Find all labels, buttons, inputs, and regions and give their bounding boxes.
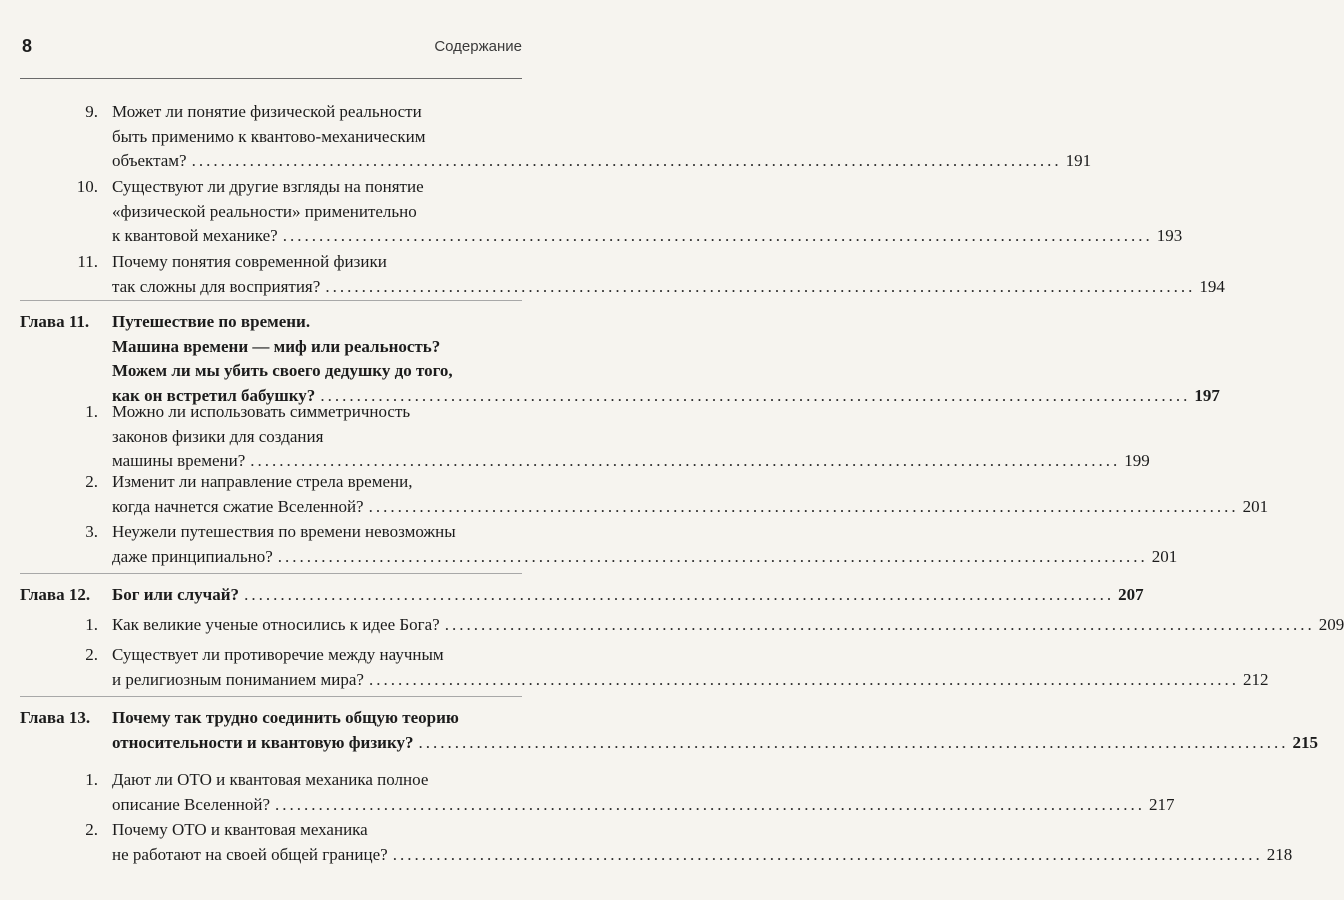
page-ref: 218 <box>1266 844 1293 864</box>
title-line: Неужели путешествия по времени невозможны <box>112 522 456 541</box>
page-ref: 207 <box>1118 585 1144 604</box>
section-number: 1. <box>85 770 98 789</box>
title-last-line <box>112 731 1319 756</box>
title-last-line <box>112 668 1269 693</box>
title-last-line <box>112 793 1175 818</box>
title-line: как он встретил бабушку? <box>112 385 316 405</box>
title-last-line <box>112 843 1293 868</box>
title-line: машины времени? <box>112 451 246 470</box>
page-ref: 201 <box>1242 496 1269 516</box>
dot-leader: ........................................................................................................................ <box>325 276 1196 296</box>
dot-leader: ........................................................................................................................ <box>368 669 1239 689</box>
running-head: Содержание <box>434 38 522 55</box>
title-line: Как великие ученые относились к идее Бога? <box>112 615 440 634</box>
section-number: 10. <box>76 177 98 196</box>
title-last-line <box>112 495 1269 520</box>
header-rule <box>20 78 522 79</box>
title-line: Изменит ли направление стрела времени, <box>112 472 413 491</box>
title-line: быть применимо к квантово-механическим <box>112 126 426 146</box>
title-line: Почему так трудно соединить общую теорию <box>112 708 459 727</box>
entry-title <box>112 613 1344 638</box>
page-ref: 199 <box>1124 451 1150 470</box>
title-line: описание Вселенной? <box>112 794 270 814</box>
entry-title <box>112 643 1269 692</box>
page-ref: 193 <box>1156 226 1183 245</box>
entry-title <box>112 250 1225 299</box>
entry-title <box>112 818 1293 867</box>
title-line: так сложны для восприятия? <box>112 276 321 296</box>
page-ref: 194 <box>1199 276 1225 296</box>
title-line: Существуют ли другие взгляды на понятие <box>112 177 424 196</box>
page-ref: 217 <box>1149 794 1175 814</box>
title-line: Дают ли ОТО и квантовая механика полное <box>112 770 429 789</box>
title-line: Может ли понятие физической реальности <box>112 102 422 121</box>
section-number: 1. <box>85 402 98 421</box>
title-line: законов физики для создания <box>112 426 324 446</box>
title-line: относительности и квантовую физику? <box>112 732 414 752</box>
title-last-line <box>112 583 1144 608</box>
dot-leader: ........................................................................................................................ <box>250 451 1121 470</box>
page-ref: 209 <box>1318 615 1344 634</box>
page-ref: 191 <box>1065 151 1092 170</box>
dot-leader: ........................................................................................................................ <box>275 794 1145 814</box>
chapter-divider <box>20 300 522 301</box>
page-ref: 215 <box>1292 732 1319 752</box>
title-line: «физической реальности» применительно <box>112 201 417 221</box>
section-number: 1. <box>85 615 98 634</box>
entry-title <box>112 706 1319 755</box>
dot-leader: ........................................................................................................................ <box>444 615 1315 634</box>
title-line: Путешествие по времени. <box>112 312 311 331</box>
title-last-line <box>112 224 1183 249</box>
entry-title <box>112 520 1178 569</box>
entry-title <box>112 400 1150 474</box>
title-last-line <box>112 275 1225 300</box>
title-line: объектам? <box>112 151 187 170</box>
section-number: 3. <box>85 522 98 541</box>
dot-leader: ........................................................................................................................ <box>244 585 1115 604</box>
title-last-line <box>112 149 1092 174</box>
section-number: 2. <box>85 820 98 839</box>
title-line: когда начнется сжатие Вселенной? <box>112 496 364 516</box>
entry-title <box>112 100 1092 174</box>
entry-title <box>112 583 1144 608</box>
title-line: Бог или случай? <box>112 585 240 604</box>
dot-leader: ........................................................................................................................ <box>368 496 1239 516</box>
dot-leader: ........................................................................................................................ <box>277 546 1148 566</box>
dot-leader: ........................................................................................................................ <box>392 844 1263 864</box>
page-ref: 201 <box>1151 546 1178 566</box>
title-line: Можно ли использовать симметричность <box>112 402 411 421</box>
title-last-line <box>112 613 1344 638</box>
chapter-label: Глава 11. <box>20 312 90 331</box>
title-line: Почему ОТО и квантовая механика <box>112 820 368 839</box>
chapter-divider <box>20 573 522 574</box>
title-line: и религиозным пониманием мира? <box>112 669 364 689</box>
entry-title <box>112 175 1183 249</box>
title-line: к квантовой механике? <box>112 226 278 245</box>
title-line: не работают на своей общей границе? <box>112 844 388 864</box>
dot-leader: ........................................................................................................................ <box>191 151 1062 170</box>
title-line: Машина времени — миф или реальность? <box>112 336 441 356</box>
dot-leader: ........................................................................................................................ <box>320 385 1191 405</box>
title-last-line <box>112 545 1178 570</box>
section-number: 2. <box>85 472 98 491</box>
page-ref: 197 <box>1194 385 1220 405</box>
page-number: 8 <box>22 36 33 56</box>
title-line: Можем ли мы убить своего дедушку до того, <box>112 361 453 380</box>
entry-title <box>112 768 1175 817</box>
page-ref: 212 <box>1242 669 1269 689</box>
entry-title <box>112 470 1269 519</box>
title-line: Почему понятия современной физики <box>112 252 387 271</box>
chapter-label: Глава 13. <box>20 708 91 727</box>
title-line: Существует ли противоречие между научным <box>112 645 444 664</box>
chapter-label: Глава 12. <box>20 585 91 604</box>
section-number: 2. <box>85 645 98 664</box>
dot-leader: ........................................................................................................................ <box>418 732 1289 752</box>
entry-title <box>112 310 1220 408</box>
section-number: 11. <box>77 252 98 271</box>
chapter-divider <box>20 696 522 697</box>
title-line: даже принципиально? <box>112 546 273 566</box>
dot-leader: ........................................................................................................................ <box>282 226 1153 245</box>
section-number: 9. <box>85 102 98 121</box>
